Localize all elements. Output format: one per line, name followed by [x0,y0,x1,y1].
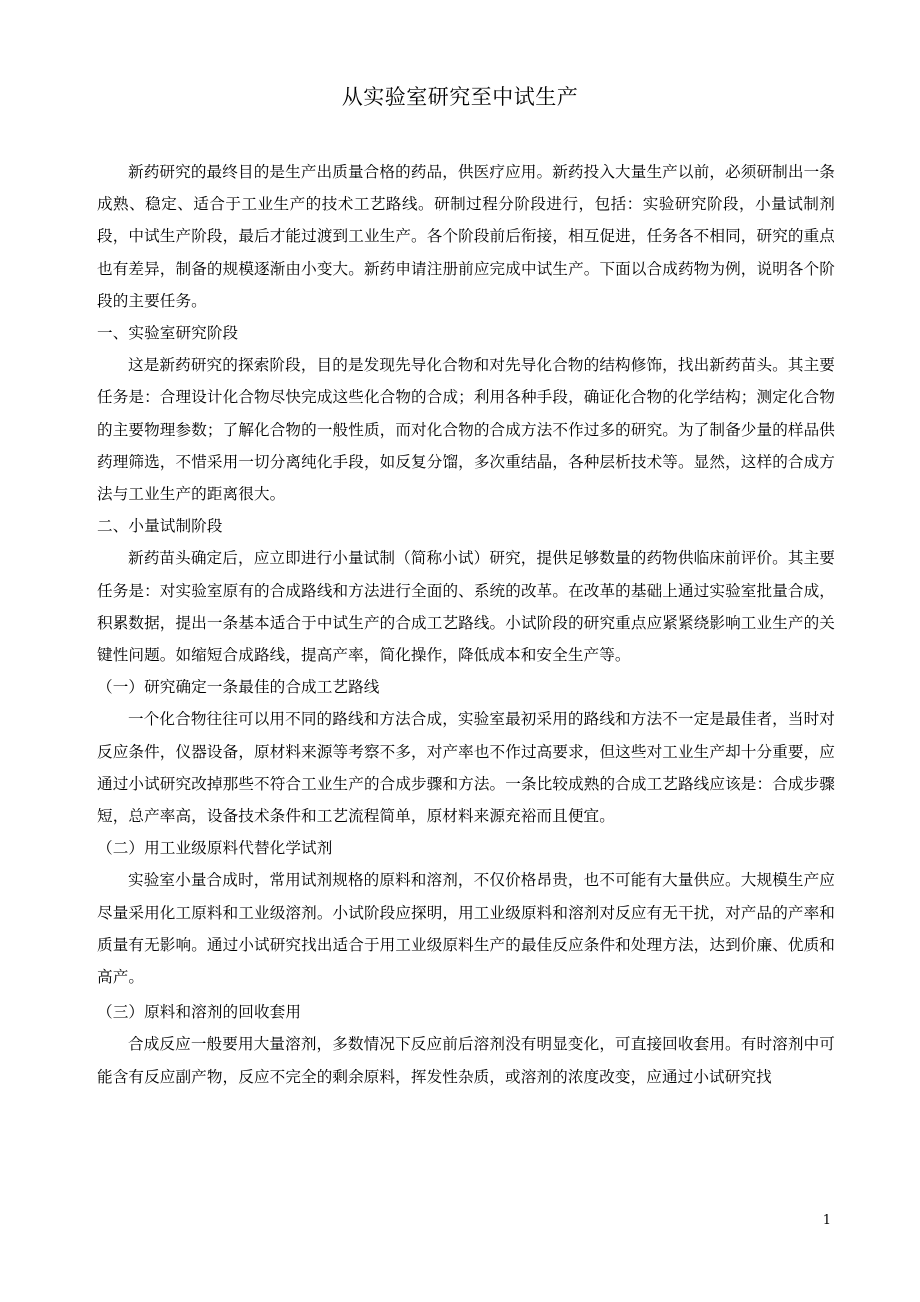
subsection-body-industrial-materials: 实验室小量合成时，常用试剂规格的原料和溶剂，不仅价格昂贵，也不可能有大量供应。大规模生产应尽量采用化工原料和工业级溶剂。小试阶段应探明，用工业级原料和溶剂对反应有无干扰，对产品的产率和质量有无影响。通过小试研究找出适合于用工业级原料生产的最佳反应条件和处理方法，达到价廉、优质和高产。 [97,871,835,987]
subsection-heading-solvent-recycling: （三）原料和溶剂的回收套用 [97,1003,302,1022]
section-body-small-trial: 新药苗头确定后，应立即进行小量试制（简称小试）研究，提供足够数量的药物供临床前评价。其主要任务是：对实验室原有的合成路线和方法进行全面的、系统的改革。在改革的基础上通过实验室批量合成，积累数据，提出一条基本适合于中试生产的合成工艺路线。小试阶段的研究重点应紧紧绕影响工业生产的关键性问题。如缩短合成路线，提高产率，简化操作，降低成本和安全生产等。 [97,549,835,665]
page-title: 从实验室研究至中试生产 [341,85,579,109]
subsection-heading-best-route: （一）研究确定一条最佳的合成工艺路线 [97,678,380,697]
subsection-body-best-route: 一个化合物往往可以用不同的路线和方法合成，实验室最初采用的路线和方法不一定是最佳者，当时对反应条件，仪器设备，原材料来源等考察不多，对产率也不作过高要求，但这些对工业生产却十分重要，应通过小试研究改掉那些不符合工业生产的合成步骤和方法。一条比较成熟的合成工艺路线应该是：合成步骤短，总产率高，设备技术条件和工艺流程简单，原材料来源充裕而且便宜。 [97,710,835,826]
document-body [97,156,835,1093]
subsection-heading-industrial-materials: （二）用工业级原料代替化学试剂 [97,839,333,858]
section-heading-lab-research: 一、实验室研究阶段 [97,324,239,343]
section-body-lab-research: 这是新药研究的探索阶段，目的是发现先导化合物和对先导化合物的结构修饰，找出新药苗头。其主要任务是：合理设计化合物尽快完成这些化合物的合成；利用各种手段，确证化合物的化学结构；测定化合物的主要物理参数；了解化合物的一般性质，而对化合物的合成方法不作过多的研究。为了制备少量的样品供药理筛选，不惜采用一切分离纯化手段，如反复分馏，多次重结晶，各种层析技术等。显然，这样的合成方法与工业生产的距离很大。 [97,356,835,504]
page-number: 1 [822,1213,831,1228]
subsection-body-solvent-recycling: 合成反应一般要用大量溶剂，多数情况下反应前后溶剂没有明显变化，可直接回收套用。有时溶剂中可能含有反应副产物，反应不完全的剩余原料，挥发性杂质，或溶剂的浓度改变，应通过小试研究找 [97,1035,835,1086]
section-heading-small-trial: 二、小量试制阶段 [97,517,223,536]
intro-paragraph: 新药研究的最终目的是生产出质量合格的药品，供医疗应用。新药投入大量生产以前，必须研制出一条成熟、稳定、适合于工业生产的技术工艺路线。研制过程分阶段进行，包括：实验研究阶段，小量试制剂段，中试生产阶段，最后才能过渡到工业生产。各个阶段前后衔接，相互促进，任务各不相同，研究的重点也有差异，制备的规模逐渐由小变大。新药申请注册前应完成中试生产。下面以合成药物为例，说明各个阶段的主要任务。 [97,163,835,310]
